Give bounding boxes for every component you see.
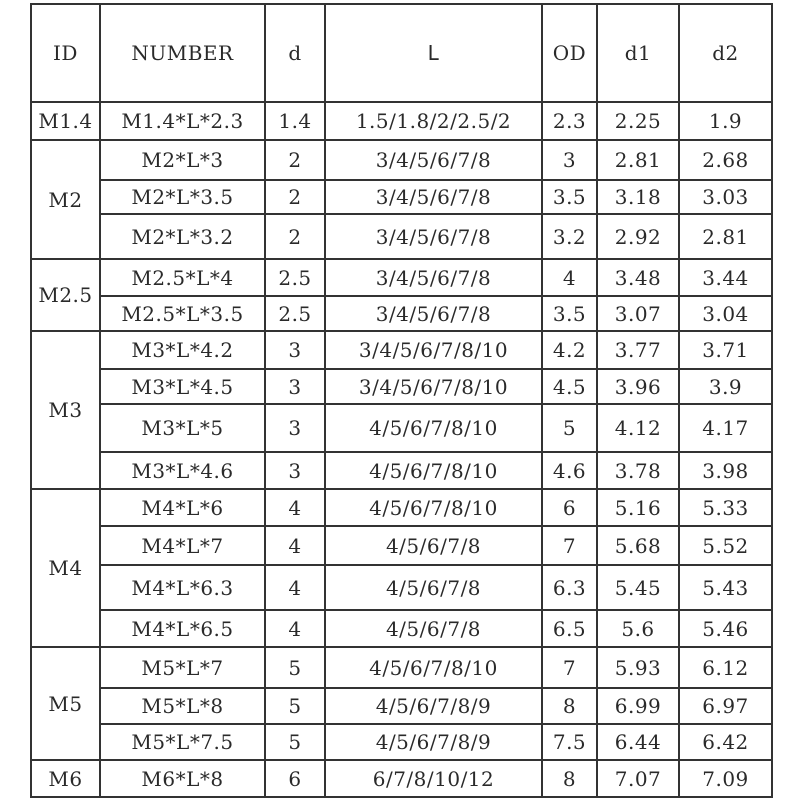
cell-number: M4*L*6: [100, 489, 265, 526]
cell-d1: 2.81: [597, 140, 679, 180]
table-row: [31, 647, 772, 688]
cell-l: 4/5/6/7/8/10: [325, 489, 542, 526]
cell-number: M5*L*7: [100, 647, 265, 688]
cell-d: 4: [265, 610, 325, 647]
cell-d: 5: [265, 724, 325, 760]
cell-d2: 2.81: [679, 214, 772, 259]
cell-d2: 5.43: [679, 565, 772, 610]
cell-od: 5: [542, 404, 597, 452]
cell-d2: 5.52: [679, 526, 772, 565]
cell-l: 6/7/8/10/12: [325, 760, 542, 797]
cell-d2: 3.9: [679, 369, 772, 404]
cell-number: M3*L*5: [100, 404, 265, 452]
cell-d1: 5.6: [597, 610, 679, 647]
cell-od: 6.3: [542, 565, 597, 610]
cell-number: M2.5*L*4: [100, 259, 265, 296]
cell-d: 2.5: [265, 296, 325, 331]
header-id: ID: [31, 4, 100, 102]
header-d: d: [265, 4, 325, 102]
table-row: [31, 180, 772, 214]
cell-od: 7: [542, 526, 597, 565]
cell-number: M2*L*3.5: [100, 180, 265, 214]
cell-od: 3: [542, 140, 597, 180]
table-row: [31, 331, 772, 369]
table-row: [31, 140, 772, 180]
cell-od: 7: [542, 647, 597, 688]
cell-d: 2: [265, 140, 325, 180]
cell-d2: 5.46: [679, 610, 772, 647]
cell-d2: 6.12: [679, 647, 772, 688]
cell-d2: 3.98: [679, 452, 772, 489]
table-row: [31, 369, 772, 404]
cell-d: 3: [265, 369, 325, 404]
header-l: L: [325, 4, 542, 102]
header-row: [31, 4, 772, 102]
group-id-cell: M2: [31, 140, 100, 259]
cell-d2: 5.33: [679, 489, 772, 526]
cell-number: M2*L*3.2: [100, 214, 265, 259]
cell-d2: 6.97: [679, 688, 772, 724]
table-row: [31, 610, 772, 647]
cell-d1: 5.68: [597, 526, 679, 565]
group-id-cell: M6: [31, 760, 100, 797]
table-row: [31, 489, 772, 526]
cell-l: 3/4/5/6/7/8/10: [325, 331, 542, 369]
cell-l: 3/4/5/6/7/8: [325, 259, 542, 296]
cell-number: M6*L*8: [100, 760, 265, 797]
table-row: [31, 102, 772, 140]
cell-number: M4*L*6.5: [100, 610, 265, 647]
cell-d2: 4.17: [679, 404, 772, 452]
cell-d1: 4.12: [597, 404, 679, 452]
cell-d1: 5.16: [597, 489, 679, 526]
cell-d1: 7.07: [597, 760, 679, 797]
cell-number: M3*L*4.5: [100, 369, 265, 404]
cell-od: 6.5: [542, 610, 597, 647]
cell-od: 3.5: [542, 296, 597, 331]
cell-od: 4: [542, 259, 597, 296]
cell-od: 6: [542, 489, 597, 526]
header-d1: d1: [597, 4, 679, 102]
cell-d: 2: [265, 214, 325, 259]
cell-od: 8: [542, 688, 597, 724]
cell-d: 1.4: [265, 102, 325, 140]
cell-d1: 6.99: [597, 688, 679, 724]
cell-number: M2*L*3: [100, 140, 265, 180]
cell-d2: 7.09: [679, 760, 772, 797]
group-id-cell: M1.4: [31, 102, 100, 140]
group-id-cell: M4: [31, 489, 100, 647]
cell-d: 6: [265, 760, 325, 797]
cell-d1: 5.93: [597, 647, 679, 688]
cell-od: 7.5: [542, 724, 597, 760]
cell-d1: 3.48: [597, 259, 679, 296]
cell-d: 4: [265, 565, 325, 610]
cell-number: M3*L*4.6: [100, 452, 265, 489]
cell-d1: 2.25: [597, 102, 679, 140]
cell-d: 4: [265, 489, 325, 526]
cell-od: 4.2: [542, 331, 597, 369]
cell-number: M4*L*7: [100, 526, 265, 565]
cell-d1: 2.92: [597, 214, 679, 259]
cell-od: 2.3: [542, 102, 597, 140]
cell-d: 4: [265, 526, 325, 565]
cell-od: 3.5: [542, 180, 597, 214]
cell-l: 3/4/5/6/7/8/10: [325, 369, 542, 404]
cell-d1: 3.96: [597, 369, 679, 404]
cell-d2: 3.44: [679, 259, 772, 296]
spec-table: [30, 3, 773, 798]
cell-l: 4/5/6/7/8/10: [325, 647, 542, 688]
cell-l: 4/5/6/7/8: [325, 565, 542, 610]
cell-d2: 2.68: [679, 140, 772, 180]
cell-d2: 3.04: [679, 296, 772, 331]
cell-od: 3.2: [542, 214, 597, 259]
cell-number: M1.4*L*2.3: [100, 102, 265, 140]
cell-d: 2.5: [265, 259, 325, 296]
cell-number: M5*L*8: [100, 688, 265, 724]
cell-d: 3: [265, 331, 325, 369]
cell-l: 3/4/5/6/7/8: [325, 180, 542, 214]
cell-number: M2.5*L*3.5: [100, 296, 265, 331]
table-row: [31, 214, 772, 259]
cell-d1: 3.07: [597, 296, 679, 331]
table-row: [31, 688, 772, 724]
cell-d: 3: [265, 404, 325, 452]
cell-d1: 3.78: [597, 452, 679, 489]
group-id-cell: M3: [31, 331, 100, 489]
table-row: [31, 404, 772, 452]
cell-l: 3/4/5/6/7/8: [325, 214, 542, 259]
cell-d2: 1.9: [679, 102, 772, 140]
header-od: OD: [542, 4, 597, 102]
group-id-cell: M5: [31, 647, 100, 760]
cell-l: 4/5/6/7/8/10: [325, 452, 542, 489]
table-row: [31, 452, 772, 489]
cell-l: 4/5/6/7/8/9: [325, 724, 542, 760]
header-d2: d2: [679, 4, 772, 102]
table-row: [31, 296, 772, 331]
cell-d1: 3.77: [597, 331, 679, 369]
table-row: [31, 724, 772, 760]
cell-od: 8: [542, 760, 597, 797]
table-row: [31, 526, 772, 565]
cell-d: 3: [265, 452, 325, 489]
cell-l: 3/4/5/6/7/8: [325, 140, 542, 180]
cell-od: 4.5: [542, 369, 597, 404]
cell-d1: 5.45: [597, 565, 679, 610]
cell-d: 2: [265, 180, 325, 214]
cell-l: 4/5/6/7/8: [325, 610, 542, 647]
table-row: [31, 565, 772, 610]
cell-l: 4/5/6/7/8/9: [325, 688, 542, 724]
header-number: NUMBER: [100, 4, 265, 102]
cell-l: 1.5/1.8/2/2.5/2: [325, 102, 542, 140]
table-body: [31, 102, 772, 797]
cell-d: 5: [265, 688, 325, 724]
cell-l: 3/4/5/6/7/8: [325, 296, 542, 331]
group-id-cell: M2.5: [31, 259, 100, 331]
cell-d1: 3.18: [597, 180, 679, 214]
cell-od: 4.6: [542, 452, 597, 489]
cell-number: M4*L*6.3: [100, 565, 265, 610]
cell-d1: 6.44: [597, 724, 679, 760]
table-row: [31, 760, 772, 797]
table-row: [31, 259, 772, 296]
cell-number: M3*L*4.2: [100, 331, 265, 369]
cell-d2: 3.03: [679, 180, 772, 214]
cell-l: 4/5/6/7/8/10: [325, 404, 542, 452]
cell-d2: 3.71: [679, 331, 772, 369]
cell-d2: 6.42: [679, 724, 772, 760]
cell-number: M5*L*7.5: [100, 724, 265, 760]
cell-d: 5: [265, 647, 325, 688]
cell-l: 4/5/6/7/8: [325, 526, 542, 565]
